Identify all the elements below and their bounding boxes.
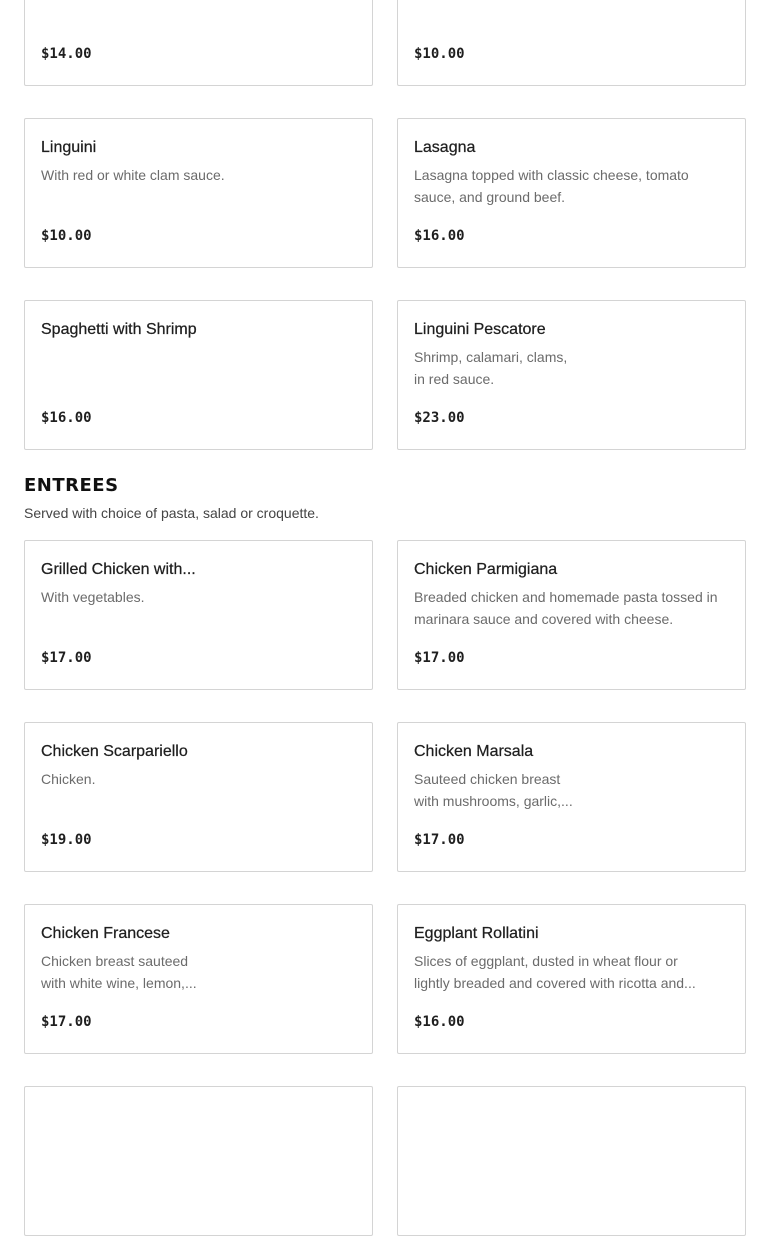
- item-name: Eggplant Rollatini: [414, 925, 539, 942]
- item-description: Breaded chicken and homemade pasta tossed in marinara sauce and covered with cheese.: [414, 589, 718, 627]
- menu-item-card-chicken-scarpariello[interactable]: [24, 722, 373, 872]
- item-price: $16.00: [414, 1014, 465, 1030]
- item-description: Sauteed chicken breast with mushrooms, garlic,...: [414, 771, 573, 809]
- item-price: $10.00: [414, 46, 465, 62]
- item-description: With vegetables.: [41, 589, 145, 605]
- item-description: Lasagna topped with classic cheese, tomato sauce, and ground beef.: [414, 167, 689, 205]
- item-price: $16.00: [41, 410, 92, 426]
- menu-item-card-chicken-marsala[interactable]: [397, 722, 746, 872]
- item-price: $17.00: [414, 832, 465, 848]
- item-price: $10.00: [41, 228, 92, 244]
- item-description: Chicken.: [41, 771, 96, 787]
- menu-item-card-spaghetti-shrimp[interactable]: [24, 300, 373, 450]
- item-name: Chicken Scarpariello: [41, 743, 188, 760]
- menu-item-card[interactable]: [397, 1086, 746, 1236]
- item-price: $17.00: [41, 650, 92, 666]
- menu-item-card-chicken-parmigiana[interactable]: [397, 540, 746, 690]
- section-subtitle: Served with choice of pasta, salad or croquette.: [24, 505, 319, 521]
- item-name: Linguini Pescatore: [414, 321, 546, 338]
- menu-item-card-linguini[interactable]: [24, 118, 373, 268]
- menu-item-card[interactable]: [24, 1086, 373, 1236]
- menu-item-card-grilled-chicken[interactable]: [24, 540, 373, 690]
- item-name: Chicken Parmigiana: [414, 561, 558, 578]
- item-name: Spaghetti with Shrimp: [41, 321, 197, 338]
- menu-item-card-eggplant-rollatini[interactable]: [397, 904, 746, 1054]
- menu-item-card[interactable]: [24, 0, 373, 86]
- item-price: $17.00: [41, 1014, 92, 1030]
- item-name: Grilled Chicken with...: [41, 561, 196, 578]
- menu-item-card[interactable]: [397, 0, 746, 86]
- item-name: Chicken Marsala: [414, 743, 534, 760]
- item-description: Slices of eggplant, dusted in wheat flour or lightly breaded and covered with ricotta and...: [414, 953, 696, 991]
- section-title-entrees: ENTREES: [24, 475, 119, 496]
- menu-item-card-linguini-pescatore[interactable]: [397, 300, 746, 450]
- menu-item-card-chicken-francese[interactable]: [24, 904, 373, 1054]
- menu-item-card-lasagna[interactable]: [397, 118, 746, 268]
- item-name: Lasagna: [414, 139, 476, 156]
- item-price: $16.00: [414, 228, 465, 244]
- item-price: $23.00: [414, 410, 465, 426]
- item-name: Chicken Francese: [41, 925, 170, 942]
- item-name: Linguini: [41, 139, 97, 156]
- item-price: $19.00: [41, 832, 92, 848]
- item-description: Shrimp, calamari, clams, in red sauce.: [414, 349, 568, 387]
- item-price: $14.00: [41, 46, 92, 62]
- item-price: $17.00: [414, 650, 465, 666]
- item-description: With red or white clam sauce.: [41, 167, 225, 183]
- item-description: Chicken breast sauteed with white wine, lemon,...: [41, 953, 197, 991]
